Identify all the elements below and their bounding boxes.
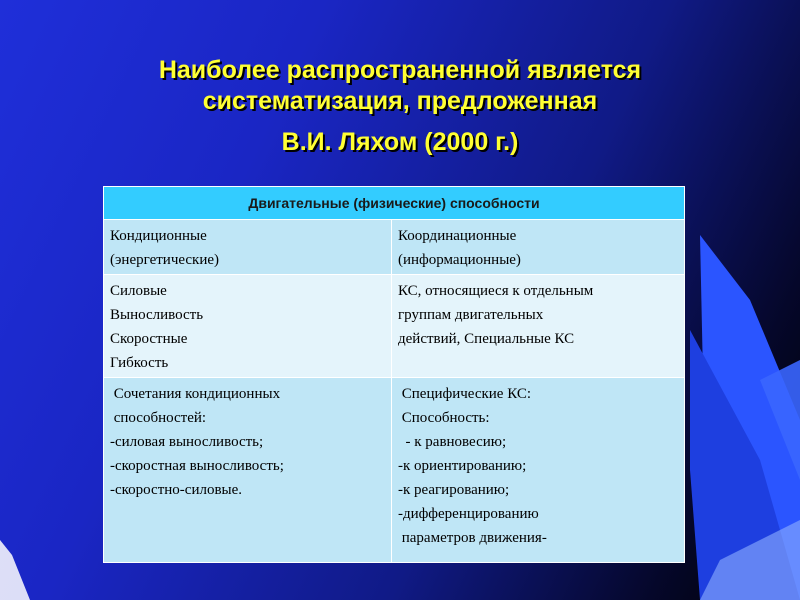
cell-line: способностей:	[110, 410, 207, 426]
abilities-table	[103, 186, 685, 563]
cell-lines	[104, 378, 391, 502]
table-header-cell: Двигательные (физические) способности	[104, 187, 685, 220]
cell-lines	[392, 378, 684, 550]
table-cell-conditional	[104, 220, 392, 275]
cell-lines	[392, 275, 684, 351]
cell-line: - к равновесию;	[398, 434, 507, 450]
cell-line: Скоростные	[110, 331, 188, 347]
table-cell-combinations	[104, 378, 392, 563]
table-row	[104, 220, 685, 275]
cell-line: параметров движения-	[398, 530, 547, 546]
cell-line: Гибкость	[110, 355, 169, 371]
slide-title-line-1: Наиболее распространенной является	[158, 56, 642, 84]
cell-line: -к реагированию;	[398, 482, 510, 498]
cell-line: действий, Специальные КС	[398, 331, 575, 347]
cell-lines	[392, 220, 684, 272]
cell-line: Сочетания кондиционных	[110, 386, 281, 402]
cell-line: (энергетические)	[110, 252, 220, 268]
cell-line: -силовая выносливость;	[110, 434, 264, 450]
table-header-row	[104, 187, 685, 220]
cell-line: Координационные	[398, 228, 517, 244]
slide-title-line-3: В.И. Ляхом (2000 г.)	[281, 128, 519, 156]
cell-line: группам двигательных	[398, 307, 544, 323]
table-cell-conditional-types	[104, 275, 392, 378]
cell-line: Силовые	[110, 283, 167, 299]
cell-line: Выносливость	[110, 307, 204, 323]
table-row	[104, 275, 685, 378]
cell-line: -к ориентированию;	[398, 458, 527, 474]
cell-line: Кондиционные	[110, 228, 207, 244]
cell-line: Способность:	[398, 410, 490, 426]
cell-line: -дифференцированию	[398, 506, 539, 522]
deco-shape-bottom-left	[0, 540, 30, 600]
slide-title-line-2: систематизация, предложенная	[202, 87, 598, 115]
cell-line: -скоростно-силовые.	[110, 482, 243, 498]
table-cell-coordination	[392, 220, 685, 275]
table-row	[104, 378, 685, 563]
cell-line: -скоростная выносливость;	[110, 458, 284, 474]
cell-line: Специфические КС:	[398, 386, 532, 402]
cell-line: (информационные)	[398, 252, 521, 268]
cell-lines	[104, 275, 391, 375]
cell-lines	[104, 220, 391, 272]
cell-line: КС, относящиеся к отдельным	[398, 283, 594, 299]
table-cell-specific	[392, 378, 685, 563]
table-cell-coordination-types	[392, 275, 685, 378]
